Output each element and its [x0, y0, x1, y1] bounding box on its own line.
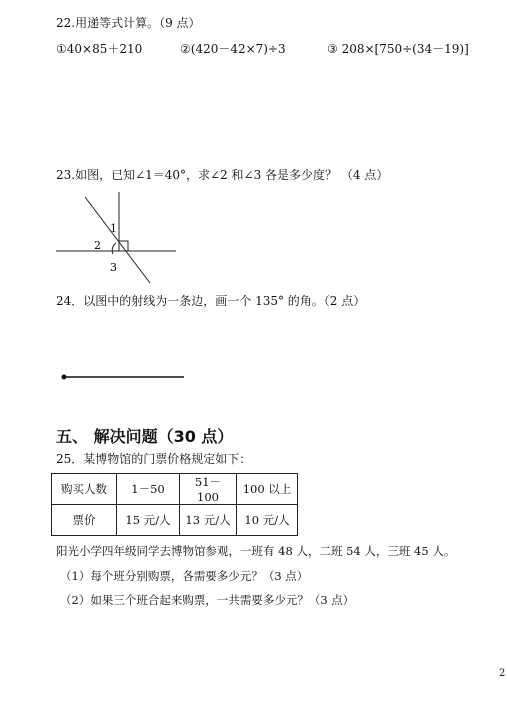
table-cell: 100 以上 — [237, 474, 298, 505]
page-number: 2 — [499, 668, 506, 679]
question-22-problem-3: ③ 208×[750÷(34－19)] — [327, 42, 469, 56]
table-cell: 51－100 — [180, 474, 237, 505]
table-cell: 10 元/人 — [237, 505, 298, 536]
question-25-title: 25．某博物馆的门票价格规定如下： — [56, 452, 252, 466]
question-22-title: 22.用递等式计算。（9 点） — [56, 16, 201, 30]
table-cell: 15 元/人 — [117, 505, 180, 536]
table-cell: 13 元/人 — [180, 505, 237, 536]
question-23-title: 23.如图，已知∠1＝40°，求∠2 和∠3 各是多少度？ （4 点） — [56, 168, 389, 182]
angle-2-arc — [112, 243, 116, 254]
angle-3-label: 3 — [110, 261, 117, 274]
ray-figure — [56, 370, 190, 384]
table-cell: 票价 — [52, 505, 117, 536]
right-angle-mark — [119, 241, 128, 251]
question-25-sub-1: （1）每个班分别购票，各需要多少元？（3 点） — [60, 569, 309, 583]
angle-1-label: 1 — [110, 222, 117, 235]
table-row — [52, 505, 298, 536]
section-5-heading: 五、 解决问题（30 点） — [56, 427, 234, 446]
question-22-problem-1: ①40×85＋210 — [56, 42, 143, 56]
angle-figure — [56, 192, 176, 288]
question-25-sub-2: （2）如果三个班合起来购票，一共需要多少元？（3 点） — [60, 593, 355, 607]
question-25-intro: 阳光小学四年级同学去博物馆参观，一班有 48 人，二班 54 人，三班 45 人。 — [56, 544, 456, 558]
table-cell: 1－50 — [117, 474, 180, 505]
ticket-price-table — [51, 473, 298, 536]
question-24-title: 24．以图中的射线为一条边，画一个 135° 的角。（2 点） — [56, 294, 366, 308]
table-row — [52, 474, 298, 505]
angle-2-label: 2 — [94, 239, 101, 252]
question-22-problem-2: ②(420－42×7)÷3 — [180, 42, 286, 56]
table-cell: 购买人数 — [52, 474, 117, 505]
